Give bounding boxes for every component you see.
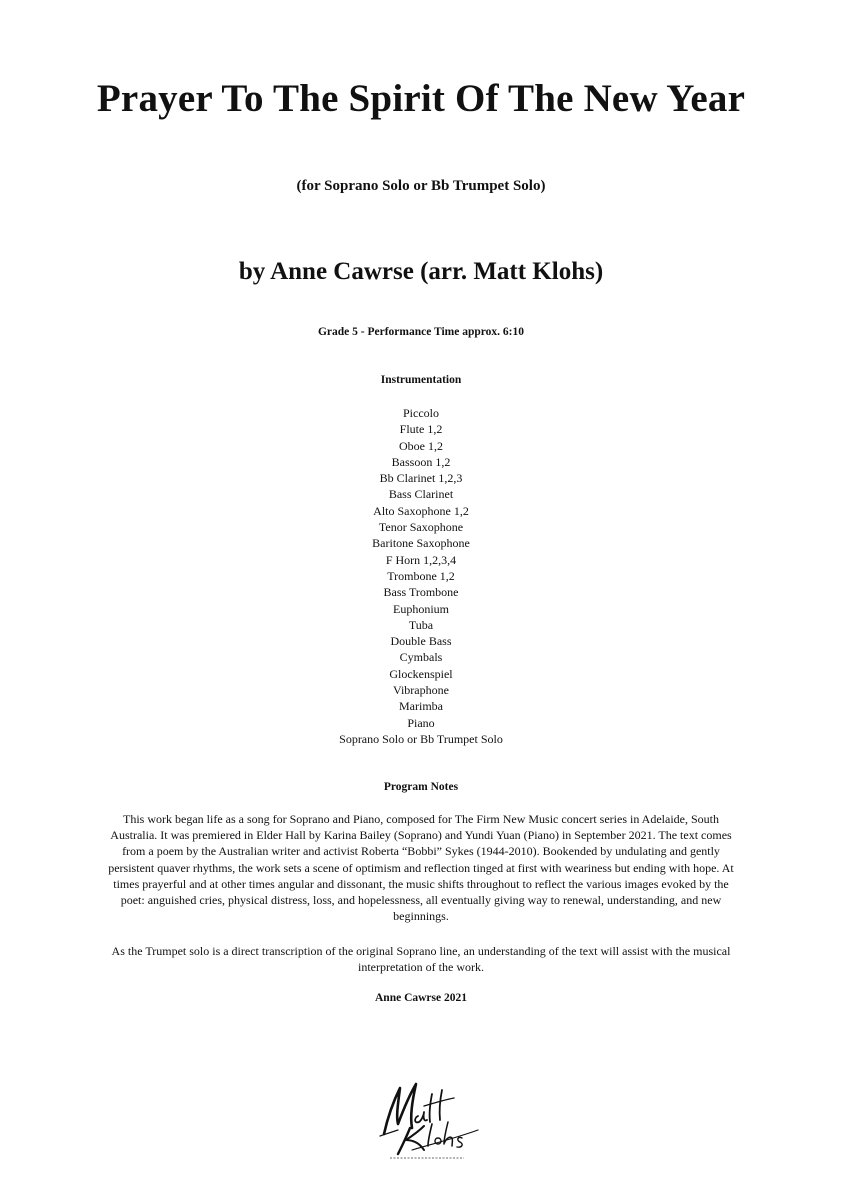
program-notes-paragraph: This work began life as a song for Soprano and Piano, composed for The Firm New Music concert series in Adelaide, South Australia. It was premiered in Elder Hall by Karina Bailey (Soprano) and Yundi Yuan (Piano) in September 2021. The text comes from a poem by the Australian writer and activist Roberta “Bobbi” Sykes (1944-2010). Bookended by undulating and gently persistent quaver rhythms, the work sets a scene of optimism and reflection tinged at first with weariness but ending with hope. At times prayerful and at other times angular and dissonant, the music shifts throughout to reflect the various images evoked by the poet: anguished cries, physical distress, loss, and hopelessness, all eventually giving way to renewal, understanding, and new beginnings.: [108, 812, 734, 924]
instrument-item: Double Bass: [390, 634, 452, 649]
instrument-item: Piccolo: [403, 406, 439, 420]
instrument-item: Bassoon 1,2: [391, 454, 451, 469]
instrument-item: Cymbals: [399, 650, 443, 665]
instrumentation-heading: Instrumentation: [380, 374, 462, 386]
instrument-item: Baritone Saxophone: [372, 536, 470, 551]
instrument-item: Tenor Saxophone: [378, 520, 464, 535]
subtitle: (for Soprano Solo or Bb Trumpet Solo): [296, 178, 546, 194]
instrument-item: Euphonium: [393, 601, 449, 616]
instrument-item: Oboe 1,2: [399, 438, 443, 453]
instrument-item: Bb Clarinet 1,2,3: [379, 471, 463, 486]
program-notes-paragraph: As the Trumpet solo is a direct transcription of the original Soprano line, an understanding of the text will assist with the musical interpretation of the work.: [111, 944, 731, 975]
page-title: Prayer To The Spirit Of The New Year: [96, 77, 746, 120]
instrument-item: Alto Saxophone 1,2: [373, 503, 469, 518]
instrument-item: Trombone 1,2: [387, 568, 455, 583]
composer-byline: by Anne Cawrse (arr. Matt Klohs): [238, 258, 604, 285]
grade-performance-time: Grade 5 - Performance Time approx. 6:10: [317, 326, 524, 338]
instrument-item: Bass Trombone: [383, 585, 459, 600]
instrument-item: Piano: [407, 715, 435, 730]
instrument-item: Soprano Solo or Bb Trumpet Solo: [339, 731, 503, 746]
instrument-item: Glockenspiel: [389, 666, 453, 681]
instrumentation-list: [0, 405, 842, 747]
instrument-item: Marimba: [399, 699, 443, 714]
instrument-item: F Horn 1,2,3,4: [385, 552, 457, 567]
instrument-item: Bass Clarinet: [388, 487, 454, 502]
program-notes-signoff: Anne Cawrse 2021: [375, 992, 467, 1004]
program-notes-heading: Program Notes: [383, 781, 459, 793]
instrument-item: Vibraphone: [393, 683, 449, 698]
instrument-item: Tuba: [408, 617, 434, 632]
instrument-item: Flute 1,2: [399, 422, 443, 437]
signature-logo-icon: [372, 1076, 482, 1162]
